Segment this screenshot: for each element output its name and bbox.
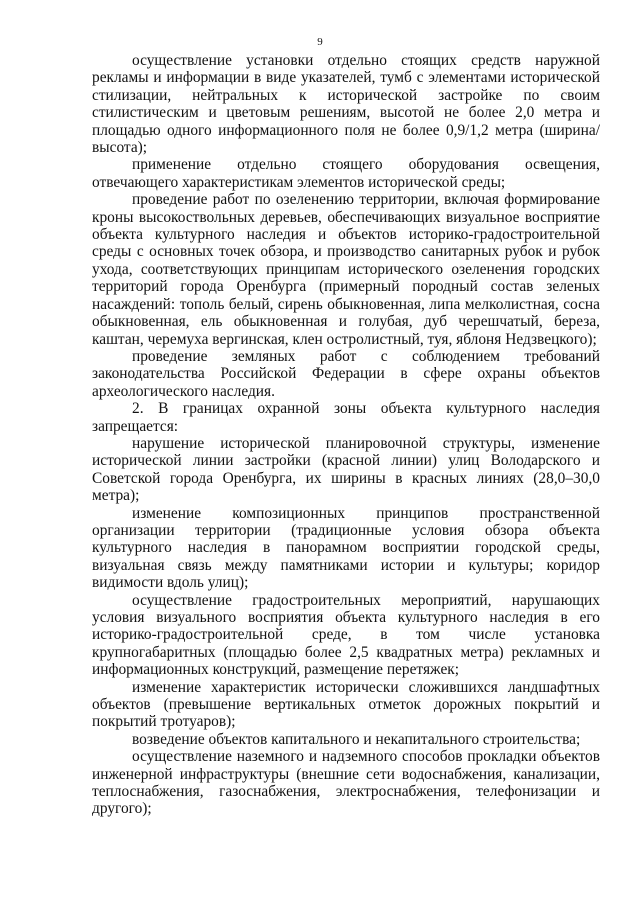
- page-number: 9: [317, 36, 323, 48]
- paragraph: применение отдельно стоящего оборудования освещения, отвечающего характеристикам элементов исторической среды;: [92, 156, 600, 191]
- paragraph: изменение характеристик исторически сложившихся ландшафтных объектов (превышение вертикальных отметок дорожных покрытий и покрытий тротуаров);: [92, 678, 600, 731]
- paragraph: проведение земляных работ с соблюдением требований законодательства Российской Федерации в сфере охраны объектов археологического наследия.: [92, 347, 600, 400]
- paragraph: осуществление наземного и надземного способов прокладки объектов инженерной инфраструктуры (внешние сети водоснабжения, канализации, теплоснабжения, газоснабжения, электроснабжения, телефонизации и другого);: [92, 748, 600, 818]
- paragraph: осуществление установки отдельно стоящих средств наружной рекламы и информации в виде указателей, тумб с элементами исторической стилизации, нейтральных к исторической застройке по своим стилистическим и цветовым решениям, высотой не более 2,0 метра и площадью одного информационного поля не более 0,9/1,2 метра (ширина/высота);: [92, 52, 600, 157]
- paragraph: проведение работ по озеленению территории, включая формирование кроны высокоствольных деревьев, обеспечивающих визуальное восприятие объекта культурного наследия и объектов историко-градостроительной среды с основных точек обзора, и производство санитарных рубок и рубок ухода, соответствующих принципам исторического озеленения городских территорий города Оренбурга (примерный породный состав зеленых насаждений: тополь белый, сирень обыкновенная, липа мелколистная, сосна обыкновенная, ель обыкновенная и голубая, дуб черешчатый, береза, каштан, черемуха вергинская, клен остролистный, туя, яблоня Недзвецкого);: [92, 191, 600, 348]
- paragraph: 2. В границах охранной зоны объекта культурного наследия запрещается:: [92, 400, 600, 435]
- document-body: [92, 52, 600, 818]
- paragraph: осуществление градостроительных мероприятий, нарушающих условия визуального восприятия объекта культурного наследия в его историко-градостроительной среде, в том числе установка крупногабаритных (площадью более 2,5 квадратных метра) рекламных и информационных конструкций, размещение перетяжек;: [92, 591, 600, 679]
- paragraph: возведение объектов капитального и некапитального строительства;: [132, 730, 581, 748]
- paragraph: изменение композиционных принципов пространственной организации территории (традиционные условия обзора объекта культурного наследия в панорамном восприятии городской среды, визуальная связь между памятниками истории и культуры; коридор видимости вдоль улиц);: [92, 504, 600, 592]
- paragraph: нарушение исторической планировочной структуры, изменение исторической линии застройки (красной линии) улиц Володарского и Советской города Оренбурга, их ширины в красных линиях (28,0–30,0 метра);: [92, 434, 600, 505]
